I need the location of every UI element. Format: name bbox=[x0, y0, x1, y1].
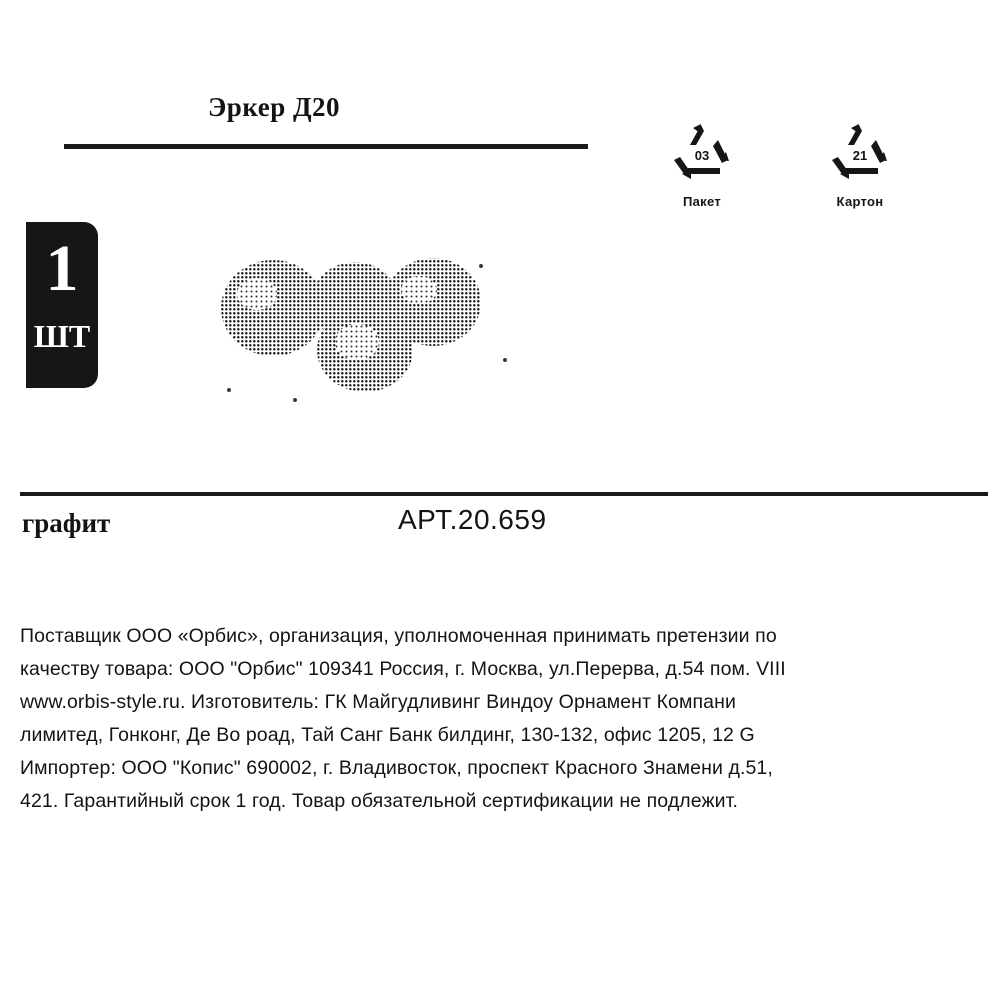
section-divider bbox=[20, 492, 988, 496]
legal-line: www.orbis-style.ru. Изготовитель: ГК Майгудливинг Виндоу Орнамент Компани bbox=[20, 691, 736, 713]
title-divider bbox=[64, 144, 588, 149]
quantity-badge bbox=[26, 222, 98, 388]
legal-line: Импортер: ООО "Копис" 690002, г. Владивосток, проспект Красного Знамени д.51, bbox=[20, 757, 773, 779]
legal-line: Поставщик ООО «Орбис», организация, уполномоченная принимать претензии по bbox=[20, 625, 777, 647]
legal-text-block bbox=[20, 620, 982, 818]
page-title: Эркер Д20 bbox=[208, 92, 341, 122]
quantity-number: 1 bbox=[45, 232, 79, 305]
color-name: графит bbox=[22, 508, 111, 538]
recycle-caption: Картон bbox=[836, 194, 884, 209]
recycling-mark-pack bbox=[660, 118, 744, 209]
recycling-mark-carton bbox=[818, 118, 902, 209]
legal-line: 421. Гарантийный срок 1 год. Товар обязательной сертификации не подлежит. bbox=[20, 790, 739, 812]
article-number: АРТ.20.659 bbox=[398, 504, 547, 535]
product-photo bbox=[205, 240, 525, 420]
legal-line: лимитед, Гонконг, Де Во роад, Тай Санг Банк билдинг, 130-132, офис 1205, 12 G bbox=[20, 724, 755, 746]
recycle-triangle-icon bbox=[660, 118, 744, 192]
recycle-code: 03 bbox=[694, 148, 710, 163]
recycle-caption: Пакет bbox=[682, 194, 721, 209]
quantity-unit: ШТ bbox=[33, 318, 91, 354]
legal-line: качеству товара: ООО "Орбис" 109341 Россия, г. Москва, ул.Перерва, д.54 пом. VIII bbox=[20, 658, 786, 680]
recycle-code: 21 bbox=[852, 148, 868, 163]
recycle-triangle-icon bbox=[818, 118, 902, 192]
